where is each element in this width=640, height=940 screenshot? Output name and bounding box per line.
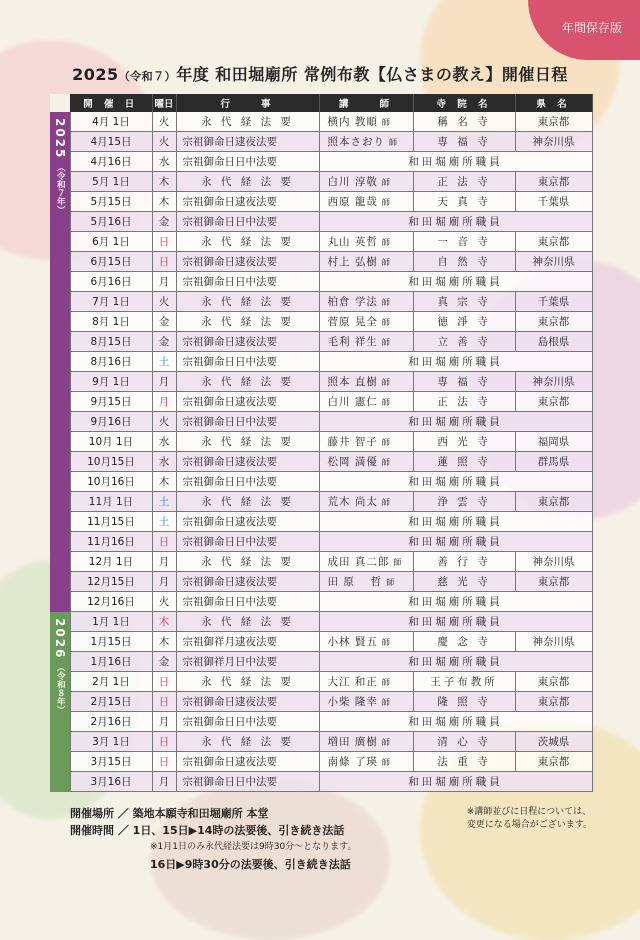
venue-line: 開催場所 ／ 築地本願寺和田堀廟所 本堂 [70,807,269,820]
cell-lecturer [319,752,413,772]
cell-date: 12月16日 [70,592,152,612]
lecturer-name: 丸山 英哲 [327,236,378,248]
cell-prefecture: 福岡県 [515,432,592,452]
year-era: （令和７年） [55,163,66,215]
table-row [50,232,592,252]
cell-lecturer [319,172,413,192]
cell-prefecture: 千葉県 [515,192,592,212]
cell-temple: 西 光 寺 [413,432,515,452]
cell-event: 永 代 経 法 要 [176,292,319,312]
table-row [50,592,592,612]
cell-weekday: 木 [152,192,176,212]
cell-event: 永 代 経 法 要 [176,492,319,512]
table-row [50,212,592,232]
lecturer-name: 柏倉 学法 [327,296,378,308]
lecturer-honorific: 師 [381,318,391,327]
cell-date: 10月15日 [70,452,152,472]
lecturer-honorific: 師 [389,138,398,147]
header-spacer [50,94,70,112]
cell-date: 4月 1日 [70,112,152,132]
cell-temple: 専 福 寺 [413,372,515,392]
lecturer-name: 毛利 祥生 [327,336,378,348]
cell-event: 宗祖御命日日中法要 [176,472,319,492]
cell-lecturer [319,392,413,412]
cell-staff: 和田堀廟所職員 [319,592,592,612]
lecturer-honorific: 師 [381,698,391,707]
cell-staff: 和田堀廟所職員 [319,212,592,232]
cell-weekday: 木 [152,612,176,632]
table-row [50,372,592,392]
year-label [50,112,70,612]
cell-event: 永 代 経 法 要 [176,312,319,332]
cell-weekday: 木 [152,632,176,652]
cell-prefecture: 東京都 [515,572,592,592]
table-body [50,112,592,792]
cell-lecturer [319,732,413,752]
cell-weekday: 金 [152,332,176,352]
cell-event: 宗祖御命日逮夜法要 [176,192,319,212]
cell-date: 2月 1日 [70,672,152,692]
lecturer-name: 西原 龍哉 [327,196,378,208]
cell-date: 5月 1日 [70,172,152,192]
year-number: 2026 [53,617,68,659]
lecturer-name: 増田 廣樹 [327,736,378,748]
cell-date: 6月 1日 [70,232,152,252]
cell-date: 2月15日 [70,692,152,712]
page-title [0,62,640,85]
cell-prefecture: 東京都 [515,392,592,412]
table-row [50,132,592,152]
cell-date: 3月15日 [70,752,152,772]
cell-weekday: 金 [152,212,176,232]
table-row [50,112,592,132]
cell-date: 6月15日 [70,252,152,272]
title-era: （令和７） [118,70,177,83]
lecturer-name: 小柴 隆幸 [327,696,378,708]
change-notice-2: 変更になる場合がございます。 [466,820,592,830]
cell-temple: 慶 念 寺 [413,632,515,652]
cell-prefecture: 東京都 [515,112,592,132]
cell-staff: 和田堀廟所職員 [319,412,592,432]
lecturer-honorific: 師 [381,198,391,207]
table-row [50,492,592,512]
table-row [50,772,592,792]
cell-temple: 清 心 寺 [413,732,515,752]
table-row [50,152,592,172]
time-note: ※1月1日のみ永代経法要は9時30分～となります。 [150,842,357,852]
cell-event: 永 代 経 法 要 [176,172,319,192]
lecturer-name: 小林 賢五 [327,636,378,648]
table-row [50,712,592,732]
table-row [50,272,592,292]
cell-date: 4月15日 [70,132,152,152]
cell-date: 8月15日 [70,332,152,352]
cell-event: 宗祖御祥月逮夜法要 [176,632,319,652]
cell-event: 永 代 経 法 要 [176,432,319,452]
cell-date: 9月15日 [70,392,152,412]
lecturer-name: 藤井 智子 [327,436,378,448]
cell-prefecture: 東京都 [515,492,592,512]
time-line-2: 16日▶9時30分の法要後、引き続き法話 [150,858,351,871]
cell-event: 永 代 経 法 要 [176,232,319,252]
cell-prefecture: 神奈川県 [515,132,592,152]
lecturer-name: 横内 教順 [327,116,378,128]
table-row [50,392,592,412]
cell-prefecture: 東京都 [515,172,592,192]
cell-weekday: 日 [152,732,176,752]
cell-date: 11月15日 [70,512,152,532]
cell-lecturer [319,372,413,392]
cell-lecturer [319,552,413,572]
table-row [50,512,592,532]
cell-date: 1月 1日 [70,612,152,632]
lecturer-name: 松岡 満優 [327,456,378,468]
cell-weekday: 水 [152,432,176,452]
cell-lecturer [319,692,413,712]
cell-staff: 和田堀廟所職員 [319,512,592,532]
cell-staff: 和田堀廟所職員 [319,612,592,632]
cell-temple: 稱 名 寺 [413,112,515,132]
cell-temple: 浄 雲 寺 [413,492,515,512]
cell-weekday: 月 [152,572,176,592]
header-temple: 寺 院 名 [413,94,515,112]
cell-weekday: 日 [152,672,176,692]
lecturer-honorific: 師 [381,678,391,687]
cell-weekday: 金 [152,652,176,672]
cell-weekday: 火 [152,592,176,612]
cell-date: 2月16日 [70,712,152,732]
cell-temple: 徳 淨 寺 [413,312,515,332]
table-row [50,552,592,572]
lecturer-name: 成田 真二郎 [327,556,390,568]
cell-event: 宗祖御命日逮夜法要 [176,572,319,592]
cell-prefecture: 神奈川県 [515,632,592,652]
lecturer-name: 田 原 哲 [327,576,383,588]
title-year: 2025 [72,65,119,84]
lecturer-name: 大江 和正 [327,676,378,688]
cell-date: 1月16日 [70,652,152,672]
cell-prefecture: 神奈川県 [515,552,592,572]
cell-weekday: 日 [152,252,176,272]
cell-event: 永 代 経 法 要 [176,612,319,632]
lecturer-honorific: 師 [381,638,391,647]
cell-date: 12月15日 [70,572,152,592]
cell-lecturer [319,432,413,452]
cell-date: 6月16日 [70,272,152,292]
cell-temple: 慈 光 寺 [413,572,515,592]
cell-temple: 天 真 寺 [413,192,515,212]
cell-lecturer [319,292,413,312]
cell-weekday: 金 [152,312,176,332]
cell-weekday: 木 [152,172,176,192]
cell-lecturer [319,492,413,512]
time-line: 開催時間 ／ 1日、15日▶14時の法要後、引き続き法話 [70,824,345,837]
cell-staff: 和田堀廟所職員 [319,272,592,292]
cell-staff: 和田堀廟所職員 [319,532,592,552]
table-row [50,452,592,472]
cell-event: 宗祖御命日日中法要 [176,272,319,292]
cell-weekday: 日 [152,752,176,772]
cell-date: 9月16日 [70,412,152,432]
year-number: 2025 [53,118,68,160]
table-row [50,352,592,372]
cell-lecturer [319,192,413,212]
cell-lecturer [319,232,413,252]
table-row [50,692,592,712]
lecturer-honorific: 師 [381,258,391,267]
cell-event: 宗祖御命日逮夜法要 [176,452,319,472]
lecturer-honorific: 師 [381,178,391,187]
header-date: 開 催 日 [70,94,152,112]
cell-prefecture: 東京都 [515,312,592,332]
cell-temple: 一 音 寺 [413,232,515,252]
cell-weekday: 木 [152,472,176,492]
cell-staff: 和田堀廟所職員 [319,352,592,372]
table-row [50,292,592,312]
cell-date: 12月 1日 [70,552,152,572]
cell-temple: 王子布教所 [413,672,515,692]
title-rest: 年度 和田堀廟所 常例布教【仏さまの教え】開催日程 [176,65,568,84]
cell-weekday: 日 [152,692,176,712]
cell-date: 7月 1日 [70,292,152,312]
cell-weekday: 月 [152,272,176,292]
cell-event: 宗祖御命日逮夜法要 [176,512,319,532]
cell-temple: 蓮 照 寺 [413,452,515,472]
lecturer-name: 白川 憲仁 [327,396,378,408]
cell-event: 永 代 経 法 要 [176,672,319,692]
header-prefecture: 県 名 [515,94,592,112]
lecturer-honorific: 師 [381,118,391,127]
year-era: （令和８年） [55,662,66,714]
cell-date: 10月 1日 [70,432,152,452]
change-notice-1: ※講師並びに日程については、 [466,807,592,817]
cell-prefecture: 島根県 [515,332,592,352]
table-row [50,192,592,212]
cell-date: 5月15日 [70,192,152,212]
header-event: 行 事 [176,94,319,112]
lecturer-name: 照本さおり [327,136,385,148]
cell-event: 宗祖御命日逮夜法要 [176,132,319,152]
cell-prefecture: 東京都 [515,752,592,772]
cell-weekday: 月 [152,372,176,392]
annual-edition-badge: 年間保存版 [528,0,640,60]
lecturer-honorific: 師 [381,238,391,247]
cell-weekday: 火 [152,292,176,312]
lecturer-name: 菅原 晃全 [327,316,378,328]
change-notice [467,806,592,832]
cell-event: 宗祖御命日逮夜法要 [176,252,319,272]
cell-event: 宗祖御命日逮夜法要 [176,332,319,352]
cell-temple: 自 然 寺 [413,252,515,272]
cell-date: 1月15日 [70,632,152,652]
year-label [50,612,70,792]
cell-date: 10月16日 [70,472,152,492]
cell-weekday: 土 [152,492,176,512]
table-row [50,472,592,492]
lecturer-name: 白川 淳敬 [327,176,378,188]
cell-event: 宗祖御命日逮夜法要 [176,692,319,712]
lecturer-honorific: 師 [381,738,391,747]
cell-event: 宗祖御命日日中法要 [176,212,319,232]
cell-weekday: 火 [152,112,176,132]
lecturer-name: 荒木 尚太 [327,496,378,508]
lecturer-honorific: 師 [381,458,391,467]
table-row [50,632,592,652]
lecturer-name: 南條 了瑛 [327,756,378,768]
cell-date: 5月16日 [70,212,152,232]
cell-prefecture: 茨城県 [515,732,592,752]
lecturer-honorific: 師 [381,398,391,407]
cell-staff: 和田堀廟所職員 [319,712,592,732]
footer-info [70,805,356,873]
cell-temple: 隆 照 寺 [413,692,515,712]
cell-weekday: 火 [152,412,176,432]
cell-date: 4月16日 [70,152,152,172]
cell-temple: 専 福 寺 [413,132,515,152]
cell-temple: 法 重 寺 [413,752,515,772]
cell-date: 11月 1日 [70,492,152,512]
cell-prefecture: 神奈川県 [515,372,592,392]
table-row [50,652,592,672]
cell-staff: 和田堀廟所職員 [319,772,592,792]
cell-lecturer [319,632,413,652]
cell-event: 永 代 経 法 要 [176,112,319,132]
cell-lecturer [319,252,413,272]
header-lecturer: 講 師 [319,94,413,112]
lecturer-name: 村上 弘樹 [327,256,378,268]
cell-date: 3月 1日 [70,732,152,752]
lecturer-honorific: 師 [381,758,391,767]
schedule-table [50,94,593,792]
table-row [50,572,592,592]
cell-weekday: 月 [152,712,176,732]
cell-event: 宗祖御命日日中法要 [176,532,319,552]
cell-prefecture: 群馬県 [515,452,592,472]
cell-date: 9月 1日 [70,372,152,392]
table-row [50,312,592,332]
cell-weekday: 月 [152,552,176,572]
cell-prefecture: 神奈川県 [515,252,592,272]
cell-event: 宗祖御命日日中法要 [176,352,319,372]
cell-weekday: 日 [152,232,176,252]
cell-event: 宗祖御命日日中法要 [176,592,319,612]
cell-weekday: 水 [152,452,176,472]
cell-lecturer [319,672,413,692]
cell-event: 宗祖御命日日中法要 [176,772,319,792]
cell-event: 宗祖御命日逮夜法要 [176,392,319,412]
table-header-row [50,94,592,112]
table-row [50,612,592,632]
cell-weekday: 月 [152,392,176,412]
cell-lecturer [319,312,413,332]
lecturer-honorific: 師 [381,338,391,347]
cell-event: 宗祖御祥月日中法要 [176,652,319,672]
cell-staff: 和田堀廟所職員 [319,652,592,672]
cell-temple: 真 宗 寺 [413,292,515,312]
cell-date: 3月16日 [70,772,152,792]
header-weekday: 曜日 [152,94,176,112]
cell-prefecture: 東京都 [515,232,592,252]
cell-lecturer [319,332,413,352]
lecturer-honorific: 師 [381,298,391,307]
table-row [50,532,592,552]
cell-weekday: 月 [152,772,176,792]
cell-event: 永 代 経 法 要 [176,552,319,572]
cell-staff: 和田堀廟所職員 [319,152,592,172]
lecturer-honorific: 師 [393,558,403,567]
cell-lecturer [319,452,413,472]
table-row [50,172,592,192]
lecturer-honorific: 師 [381,438,391,447]
cell-event: 永 代 経 法 要 [176,372,319,392]
table-row [50,432,592,452]
lecturer-honorific: 師 [381,378,391,387]
cell-lecturer [319,132,413,152]
cell-staff: 和田堀廟所職員 [319,472,592,492]
table-row [50,752,592,772]
cell-weekday: 土 [152,352,176,372]
cell-lecturer [319,572,413,592]
cell-lecturer [319,112,413,132]
table-row [50,332,592,352]
lecturer-name: 照本 直樹 [327,376,378,388]
table-row [50,672,592,692]
cell-event: 宗祖御命日逮夜法要 [176,752,319,772]
cell-weekday: 日 [152,532,176,552]
cell-weekday: 火 [152,132,176,152]
cell-event: 永 代 経 法 要 [176,732,319,752]
lecturer-honorific: 師 [386,578,396,587]
cell-temple: 正 法 寺 [413,392,515,412]
cell-weekday: 土 [152,512,176,532]
cell-temple: 正 法 寺 [413,172,515,192]
cell-temple: 立 善 寺 [413,332,515,352]
table-row [50,412,592,432]
cell-prefecture: 東京都 [515,692,592,712]
lecturer-honorific: 師 [381,498,391,507]
cell-date: 11月16日 [70,532,152,552]
cell-prefecture: 東京都 [515,672,592,692]
cell-prefecture: 千葉県 [515,292,592,312]
cell-date: 8月 1日 [70,312,152,332]
table-row [50,252,592,272]
table-row [50,732,592,752]
cell-event: 宗祖御命日日中法要 [176,152,319,172]
cell-event: 宗祖御命日日中法要 [176,412,319,432]
cell-event: 宗祖御命日日中法要 [176,712,319,732]
cell-date: 8月16日 [70,352,152,372]
cell-weekday: 水 [152,152,176,172]
cell-temple: 善 行 寺 [413,552,515,572]
